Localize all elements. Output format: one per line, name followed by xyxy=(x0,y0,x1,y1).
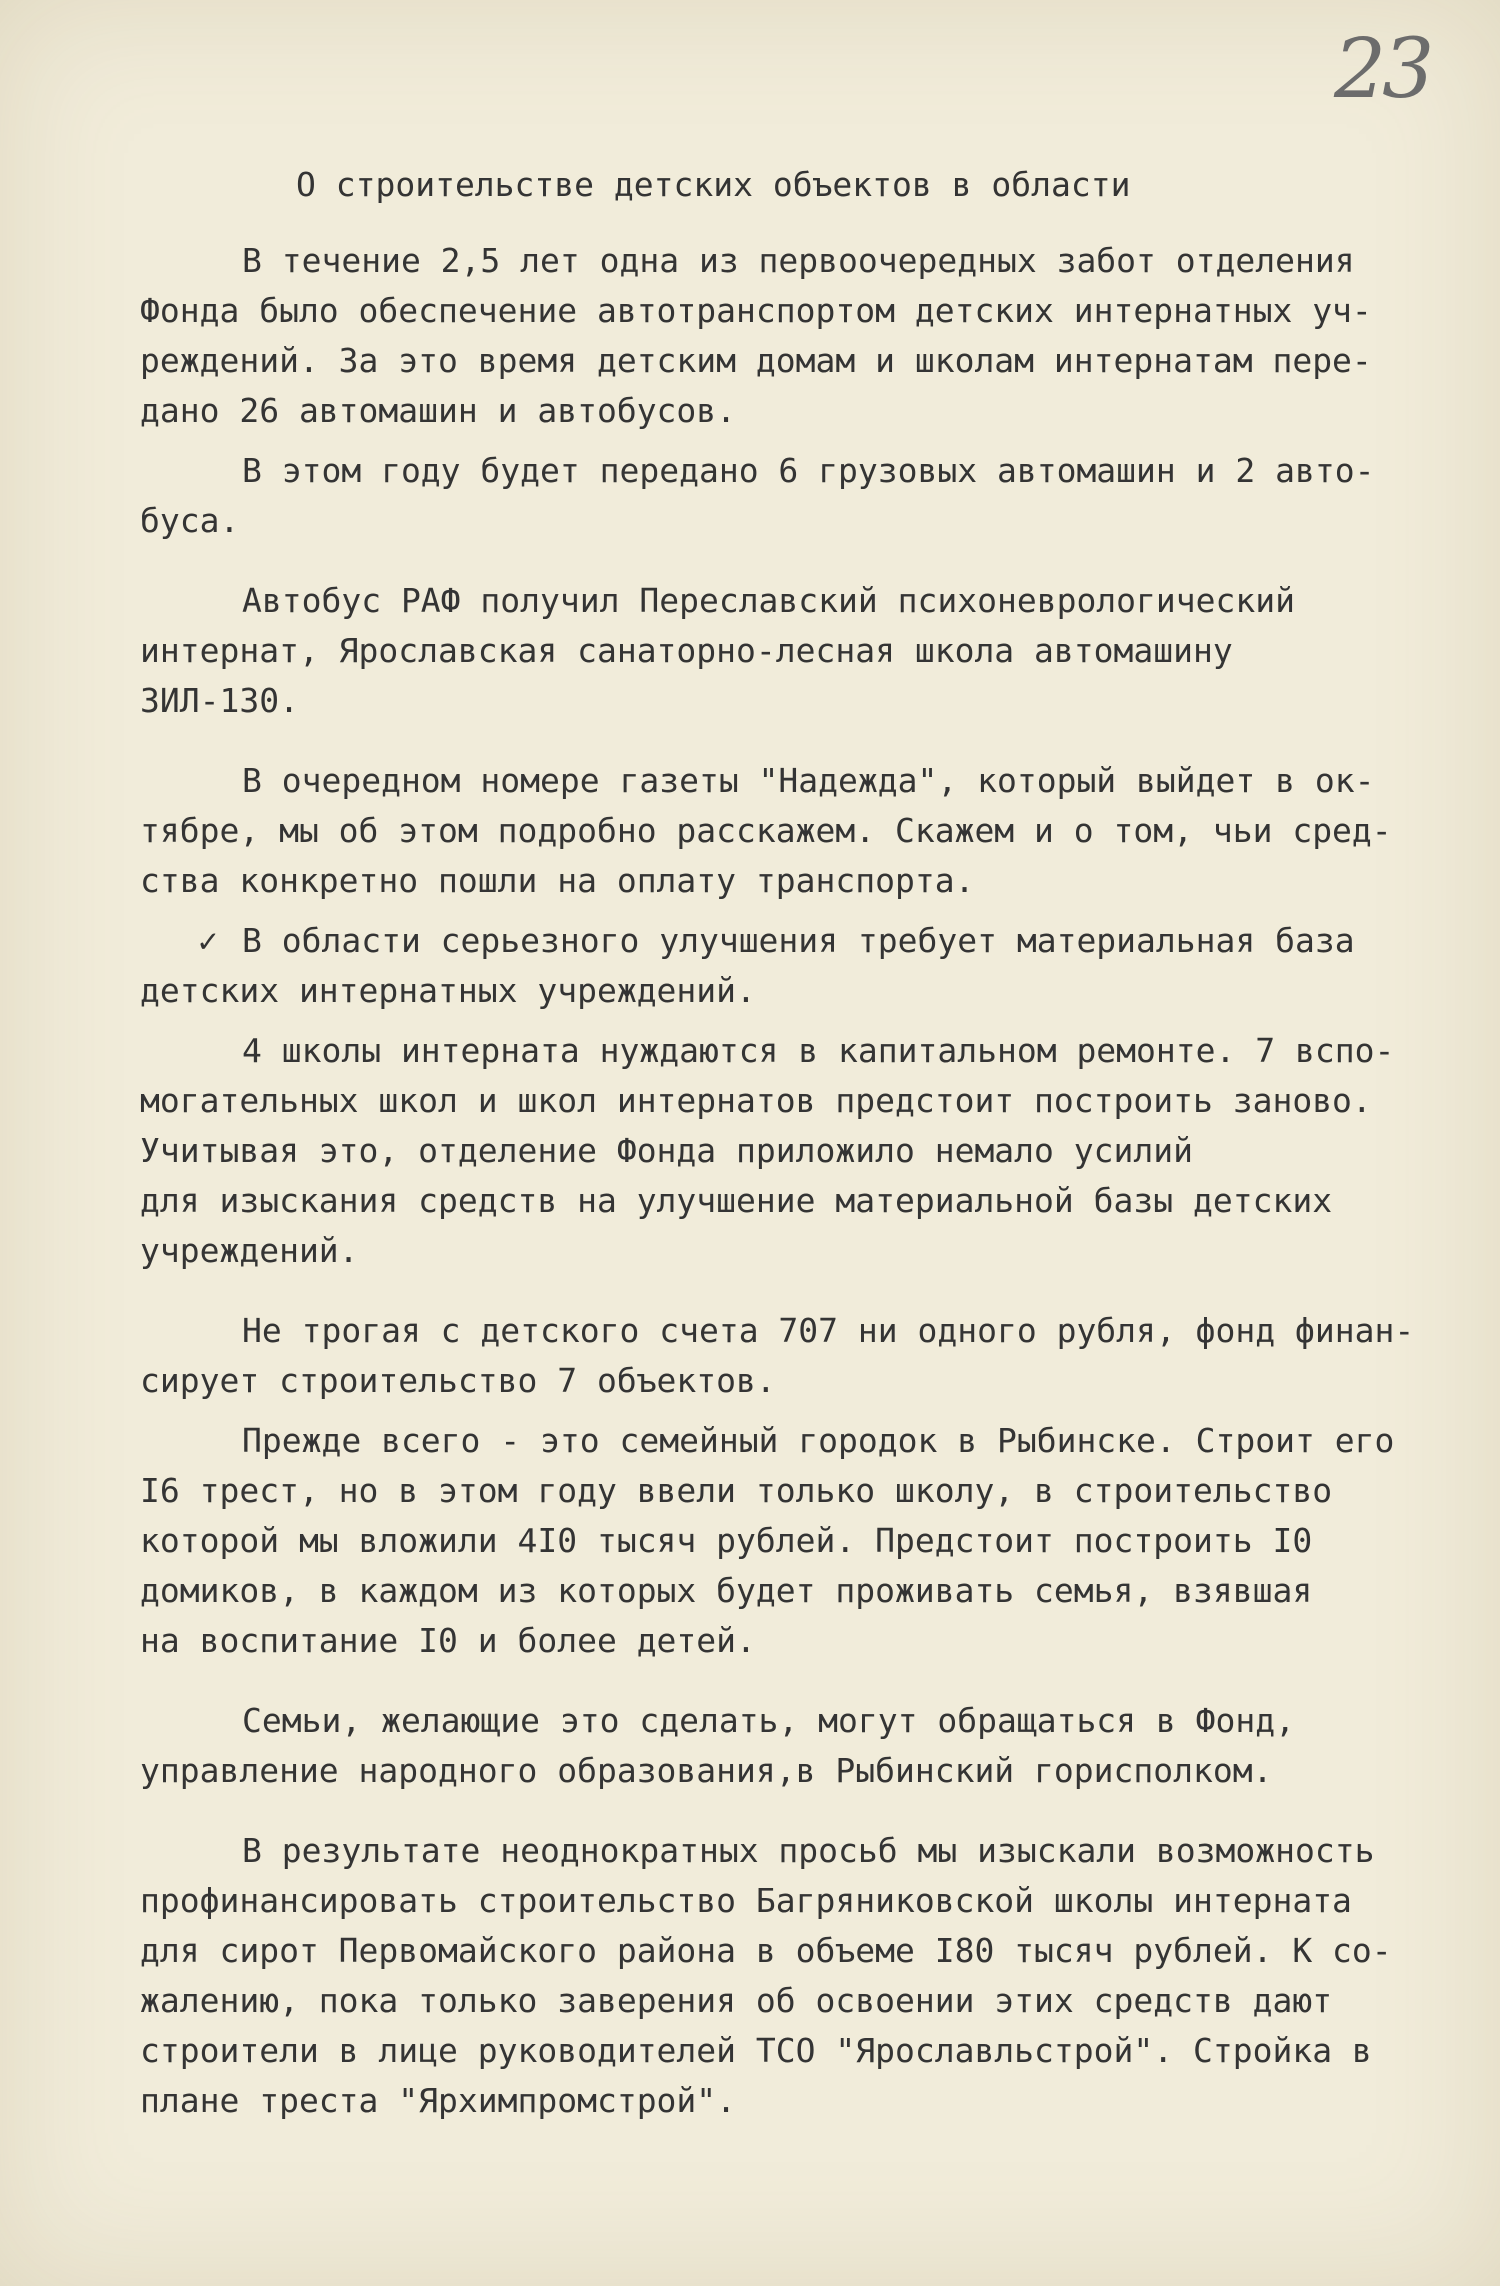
paragraph-transport: В течение 2,5 лет одна из первоочередных забот отделения Фонда было обеспечение автотранспортом детских интернатных уч- реждений. За это время детским домам и школам интернатам пере- дано 26 автомашин и автобусов. xyxy=(140,241,1372,430)
paragraph-families: Семьи, желающие это сделать, могут обращаться в Фонд, управление народного образования,в Рыбинский горисполком. xyxy=(140,1701,1295,1790)
paragraph-bus-raf: Автобус РАФ получил Переславский психоневрологический интернат, Ярославская санаторно-лесная школа автомашину ЗИЛ-130. xyxy=(140,581,1295,720)
paragraph-account-707: Не трогая с детского счета 707 ни одного рубля, фонд финан- сирует строительство 7 объектов. xyxy=(140,1311,1415,1400)
paragraph-material-base-text: В области серьезного улучшения требует материальная база детских интернатных учреждений. xyxy=(140,921,1355,1010)
paragraph-material-base: ✓ В области серьезного улучшения требует материальная база детских интернатных учреждений. xyxy=(140,921,1355,1010)
paragraph-newspaper: В очередном номере газеты "Надежда", который выйдет в ок- тябре, мы об этом подробно расскажем. Скажем и о том, чьи сред- ства конкретно пошли на оплату транспорта. xyxy=(140,761,1392,900)
document-body xyxy=(140,236,1440,2148)
paragraph-bagryanikovskaya: В результате неоднократных просьб мы изыскали возможность профинансировать строительство Багряниковской школы интерната для сирот Первомайского района в объеме I80 тысяч рублей. К со- жалению, пока только заверения об освоении этих средств дают строители в лице руководителей ТСО "Ярославльстрой". Стройка в плане треста "Ярхимпромстрой". xyxy=(140,1831,1392,2120)
paragraph-rybinsk-town: Прежде всего - это семейный городок в Рыбинске. Строит его I6 трест, но в этом году ввели только школу, в строительство которой мы вложили 4I0 тысяч рублей. Предстоит построить I0 домиков, в каждом из которых будет проживать семья, взявшая на воспитание I0 и более детей. xyxy=(140,1421,1395,1660)
paragraph-schools-repair: 4 школы интерната нуждаются в капитальном ремонте. 7 вспо- могательных школ и школ интернатов предстоит построить заново. Учитывая это, отделение Фонда приложило немало усилий для изыскания средств на улучшение материальной базы детских учреждений. xyxy=(140,1031,1395,1270)
paragraph-this-year: В этом году будет передано 6 грузовых автомашин и 2 авто- буса. xyxy=(140,451,1375,540)
page-number: 23 xyxy=(1334,22,1431,117)
document-title: О строительстве детских объектов в области xyxy=(296,165,1131,204)
